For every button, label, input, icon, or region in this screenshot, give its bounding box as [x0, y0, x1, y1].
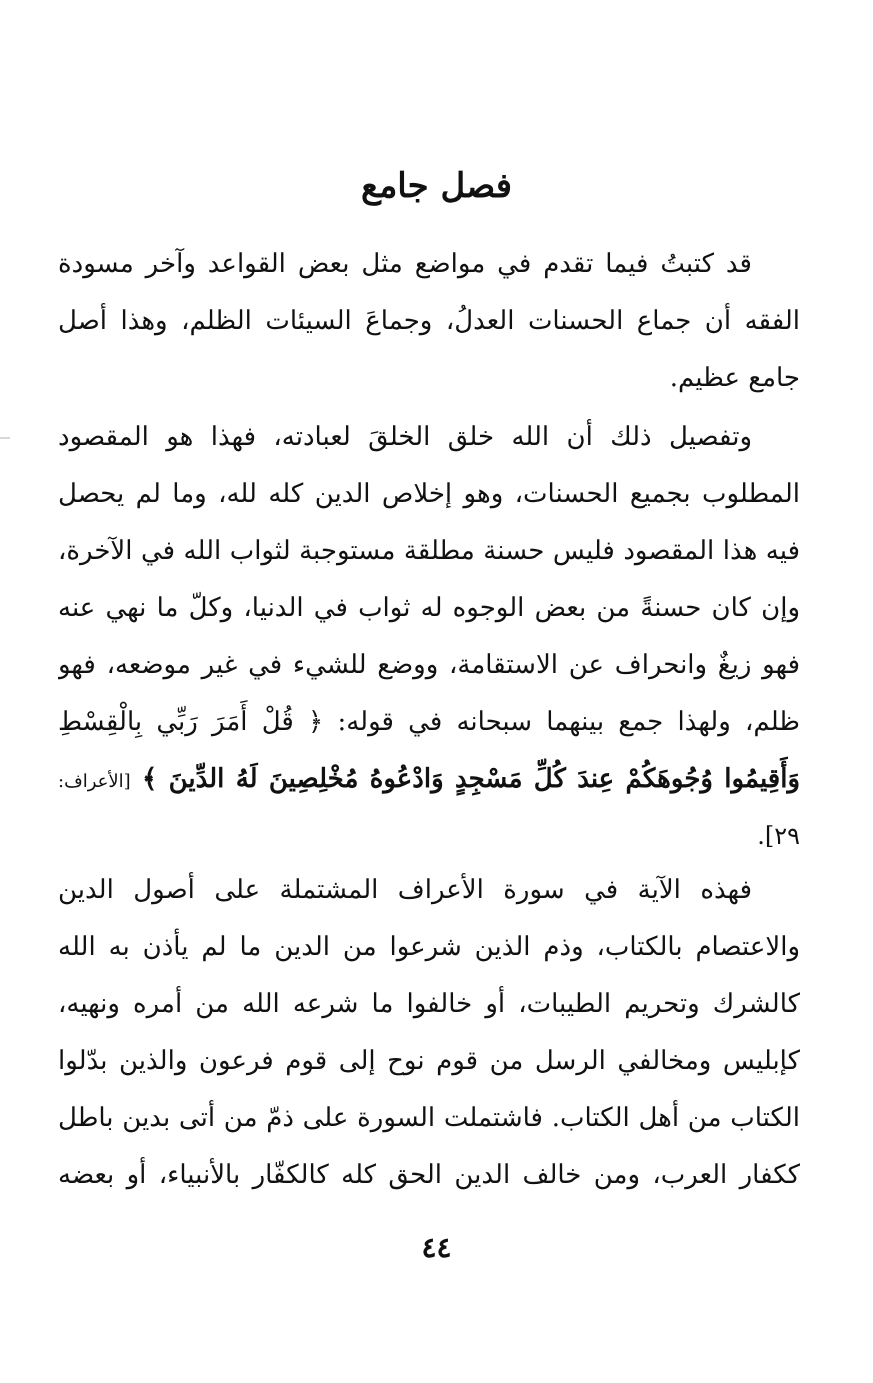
verse-reference-end: ٢٩].: [757, 822, 800, 850]
page-number: ٤٤: [421, 1231, 452, 1264]
text-line: ككفار العرب، ومن خالف الدين الحق كله كالكفّار بالأنبياء، أو بعضه: [58, 1160, 800, 1190]
text-line: كإبليس ومخالفي الرسل من قوم نوح إلى قوم فرعون والذين بدّلوا: [58, 1046, 800, 1076]
paragraph-3: [58, 862, 800, 1204]
text-line: الكتاب من أهل الكتاب. فاشتملت السورة على ذمّ من أتى بدين باطل: [58, 1103, 800, 1133]
quran-verse-line: [58, 751, 800, 808]
text-line: قد كتبتُ فيما تقدم في مواضع مثل بعض القواعد وآخر مسودة: [58, 249, 752, 279]
text-line: وإن كان حسنةً من بعض الوجوه له ثواب في الدنيا، وكلّ ما نهي عنه: [58, 593, 800, 623]
text-line: وتفصيل ذلك أن الله خلق الخلقَ لعبادته، فهذا هو المقصود: [58, 422, 752, 452]
text-line: والاعتصام بالكتاب، وذم الذين شرعوا من الدين ما لم يأذن به الله: [58, 932, 800, 962]
text-line: المطلوب بجميع الحسنات، وهو إخلاص الدين كله لله، وما لم يحصل: [58, 479, 800, 509]
quran-verse-line: ظلم، ولهذا جمع بينهما سبحانه في قوله: ﴿ قُلْ أَمَرَ رَبِّي بِالْقِسْطِ: [58, 707, 800, 737]
chapter-title: فصل جامع: [360, 166, 512, 206]
text-line: كالشرك وتحريم الطيبات، أو خالفوا ما شرعه الله من أمره ونهيه،: [58, 989, 800, 1019]
quran-verse-text: وَأَقِيمُوا وُجُوهَكُمْ عِندَ كُلِّ مَسْجِدٍ وَادْعُوهُ مُخْلِصِينَ لَهُ الدِّينَ ﴾: [142, 764, 800, 794]
scan-gutter-mark: [0, 437, 10, 439]
text-line: فهو زيغٌ وانحراف عن الاستقامة، ووضع للشيء في غير موضعه، فهو: [58, 650, 800, 680]
text-line: فهذه الآية في سورة الأعراف المشتملة على أصول الدين: [58, 875, 752, 905]
text-line: جامع عظيم.: [669, 363, 800, 393]
paragraph-2: [58, 409, 800, 865]
verse-reference: [الأعراف:: [58, 771, 131, 792]
text-line: الفقه أن جماع الحسنات العدلُ، وجماعَ السيئات الظلم، وهذا أصل: [58, 306, 800, 336]
paragraph-1: [58, 236, 800, 407]
text-line: فيه هذا المقصود فليس حسنة مطلقة مستوجبة لثواب الله في الآخرة،: [58, 536, 800, 566]
